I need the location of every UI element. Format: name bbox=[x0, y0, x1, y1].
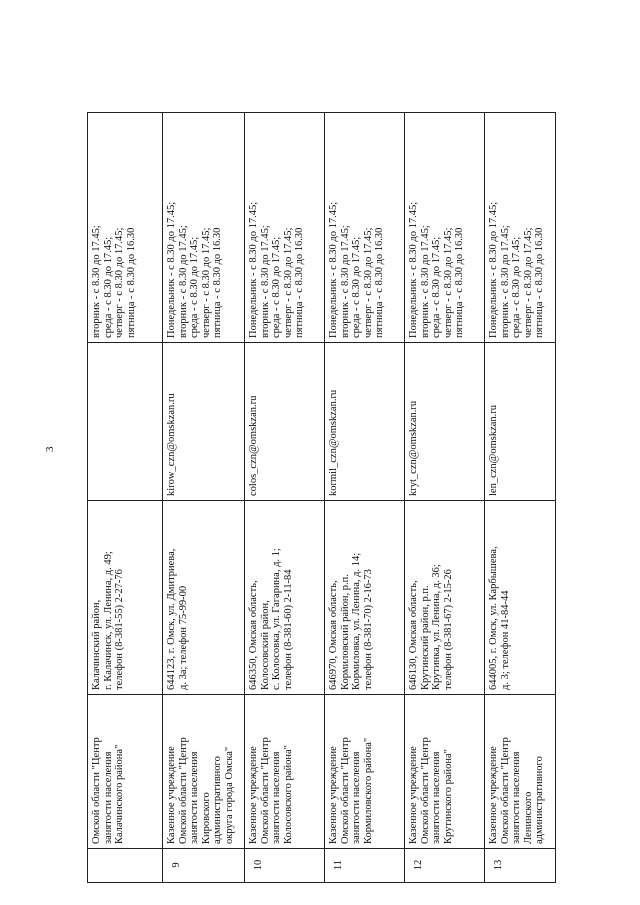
working-hours-line: Понедельник - с 8.30 до 17.45; bbox=[328, 201, 339, 338]
working-hours-line: вторник - с 8.30 до 17.45; bbox=[339, 225, 351, 338]
working-hours-line: четверг - с 8.30 до 17.45; bbox=[114, 227, 126, 338]
table-row bbox=[88, 113, 163, 883]
institution-name-cell bbox=[325, 695, 405, 849]
working-hours-cell bbox=[245, 113, 325, 343]
institution-name-line: Калачинского района" bbox=[114, 744, 126, 844]
institution-name-line: Кормиловского района" bbox=[362, 737, 374, 844]
working-hours-line: пятница - с 8.30 до 16.30 bbox=[374, 227, 386, 338]
email-cell bbox=[325, 343, 405, 501]
address-line: телефон (8-381-60) 2-11-84 bbox=[282, 569, 294, 690]
institution-name-line: Омской области "Центр bbox=[499, 737, 511, 844]
institution-name-line: Казенное учреждение bbox=[408, 746, 419, 844]
table-row bbox=[245, 113, 325, 883]
working-hours-line: вторник - с 8.30 до 17.45; bbox=[419, 225, 431, 338]
working-hours-cell bbox=[325, 113, 405, 343]
working-hours-line: четверг - с 8.30 до 17.45; bbox=[362, 227, 374, 338]
institution-name-line: Казенное учреждение bbox=[488, 746, 499, 844]
rotated-page-content bbox=[87, 113, 555, 883]
working-hours-line: среда - с 8.30 до 17.45; bbox=[271, 236, 283, 338]
institution-name-cell bbox=[405, 695, 485, 849]
working-hours-line: вторник - с 8.30 до 17.45; bbox=[91, 225, 102, 338]
table-row bbox=[325, 113, 405, 883]
working-hours-cell bbox=[405, 113, 485, 343]
working-hours-cell bbox=[163, 113, 245, 343]
address-cell bbox=[405, 501, 485, 695]
working-hours-line: среда - с 8.30 до 17.45; bbox=[102, 236, 114, 338]
address-line: с. Колосовка, ул. Гагарина, д. 1; bbox=[271, 548, 283, 690]
row-number-cell bbox=[405, 849, 485, 883]
email-address: kryt_czn@omskzan.ru bbox=[408, 400, 419, 496]
address-line: телефон (8-381-67) 2-15-26 bbox=[442, 569, 454, 690]
table-row bbox=[485, 113, 556, 883]
working-hours-line: пятница - с 8.30 до 16.30 bbox=[294, 227, 306, 338]
institution-name-line: занятости населения bbox=[271, 751, 283, 844]
address-line: 644123, г. Омск, ул. Дмитриева, bbox=[166, 548, 177, 690]
working-hours-line: пятница - с 8.30 до 16.30 bbox=[534, 227, 546, 338]
working-hours-line: Понедельник - с 8.30 до 17.45; bbox=[166, 201, 177, 338]
institution-name-cell bbox=[245, 695, 325, 849]
email-cell bbox=[485, 343, 556, 501]
row-number: 12 bbox=[413, 859, 424, 871]
table-body bbox=[88, 113, 556, 883]
address-cell bbox=[88, 501, 163, 695]
address-line: Крутинка, ул. Ленина, д. 36; bbox=[431, 564, 443, 690]
row-number-cell bbox=[163, 849, 245, 883]
working-hours-cell bbox=[485, 113, 556, 343]
email-address: kormil_czn@omskzan.ru bbox=[328, 389, 339, 496]
email-address: kirow_czn@omskzan.ru bbox=[166, 393, 177, 496]
row-number: 11 bbox=[333, 859, 344, 871]
address-line: 646130, Омская область, bbox=[408, 580, 419, 690]
institution-name-line: занятости населения bbox=[102, 751, 114, 844]
working-hours-line: вторник - с 8.30 до 17.45; bbox=[177, 225, 189, 338]
email-address: colos_czn@omskzan.ru bbox=[248, 395, 259, 496]
working-hours-line: пятница - с 8.30 до 16.30 bbox=[454, 227, 466, 338]
working-hours-line: пятница - с 8.30 до 16.30 bbox=[212, 227, 224, 338]
institution-name-line: занятости населения bbox=[189, 751, 201, 844]
address-line: 644005, г. Омск, ул. Карбышева, bbox=[488, 546, 499, 690]
institution-name-line: округа города Омска" bbox=[223, 746, 235, 844]
address-cell bbox=[163, 501, 245, 695]
address-line: Колосовский район, bbox=[259, 600, 271, 690]
address-line: Калачинский район, bbox=[91, 599, 102, 690]
address-cell bbox=[245, 501, 325, 695]
institution-name-line: Омской области "Центр bbox=[177, 737, 189, 844]
institution-name-line: Ленинского bbox=[522, 791, 534, 844]
institution-name-cell bbox=[88, 695, 163, 849]
institution-name-cell bbox=[163, 695, 245, 849]
address-cell bbox=[325, 501, 405, 695]
working-hours-line: четверг - с 8.30 до 17.45; bbox=[200, 227, 212, 338]
institution-name-line: занятости населения bbox=[351, 751, 363, 844]
institution-name-line: Крутинского района" bbox=[442, 749, 454, 844]
address-line: д. 3а; телефон 75-99-00 bbox=[177, 585, 189, 690]
working-hours-line: среда - с 8.30 до 17.45; bbox=[511, 236, 523, 338]
institution-name-cell bbox=[485, 695, 556, 849]
row-number-cell bbox=[485, 849, 556, 883]
institution-name-line: Омской области "Центр bbox=[339, 737, 351, 844]
working-hours-line: среда - с 8.30 до 17.45; bbox=[351, 236, 363, 338]
institution-name-line: Омской области "Центр bbox=[259, 737, 271, 844]
institution-name-line: Кировского bbox=[200, 792, 212, 844]
working-hours-line: Понедельник - с 8.30 до 17.45; bbox=[408, 201, 419, 338]
email-cell bbox=[88, 343, 163, 501]
address-line: Кормиловский район, р.п. bbox=[339, 574, 351, 690]
institution-name-line: Колосовского района" bbox=[282, 745, 294, 844]
address-line: 646970, Омская область, bbox=[328, 580, 339, 690]
table-row bbox=[405, 113, 485, 883]
institution-name-line: Казенное учреждение bbox=[166, 746, 177, 844]
table-row bbox=[163, 113, 245, 883]
working-hours-cell bbox=[88, 113, 163, 343]
working-hours-line: Понедельник - с 8.30 до 17.45; bbox=[488, 201, 499, 338]
employment-centers-table bbox=[87, 112, 556, 883]
row-number-cell bbox=[88, 849, 163, 883]
email-cell bbox=[405, 343, 485, 501]
address-line: д. 3; телефон 41-84-44 bbox=[499, 590, 511, 690]
row-number: 9 bbox=[171, 862, 182, 868]
institution-name-line: занятости населения bbox=[511, 751, 523, 844]
address-line: телефон (8-381-55) 2-27-76 bbox=[114, 569, 126, 690]
working-hours-line: Понедельник - с 8.30 до 17.45; bbox=[248, 201, 259, 338]
address-line: Крутинский район, р.п. bbox=[419, 585, 431, 690]
institution-name-line: административного bbox=[534, 756, 546, 844]
institution-name-line: Омской области "Центр bbox=[91, 737, 102, 844]
institution-name-line: Казенное учреждение bbox=[328, 746, 339, 844]
working-hours-line: среда - с 8.30 до 17.45; bbox=[431, 236, 443, 338]
email-cell bbox=[163, 343, 245, 501]
working-hours-line: вторник - с 8.30 до 17.45; bbox=[499, 225, 511, 338]
working-hours-line: четверг - с 8.30 до 17.45; bbox=[442, 227, 454, 338]
institution-name-line: Омской области "Центр bbox=[419, 737, 431, 844]
email-cell bbox=[245, 343, 325, 501]
address-line: г. Калачинск, ул. Ленина, д. 49; bbox=[102, 551, 114, 690]
institution-name-line: административного bbox=[212, 756, 224, 844]
address-line: Кормиловка, ул. Ленина, д. 14; bbox=[351, 552, 363, 690]
working-hours-line: среда - с 8.30 до 17.45; bbox=[189, 236, 201, 338]
address-line: телефон (8-381-70) 2-16-73 bbox=[362, 569, 374, 690]
working-hours-line: четверг - с 8.30 до 17.45; bbox=[522, 227, 534, 338]
email-address: len_czn@omskzan.ru bbox=[488, 404, 499, 496]
address-cell bbox=[485, 501, 556, 695]
row-number-cell bbox=[245, 849, 325, 883]
institution-name-line: занятости населения bbox=[431, 751, 443, 844]
row-number: 13 bbox=[493, 859, 504, 871]
working-hours-line: вторник - с 8.30 до 17.45; bbox=[259, 225, 271, 338]
row-number-cell bbox=[325, 849, 405, 883]
row-number: 10 bbox=[253, 859, 264, 871]
working-hours-line: пятница - с 8.30 до 16.30 bbox=[125, 227, 137, 338]
working-hours-line: четверг - с 8.30 до 17.45; bbox=[282, 227, 294, 338]
address-line: 646350, Омская область, bbox=[248, 580, 259, 690]
page-number: 3 bbox=[44, 446, 56, 452]
institution-name-line: Казенное учреждение bbox=[248, 746, 259, 844]
